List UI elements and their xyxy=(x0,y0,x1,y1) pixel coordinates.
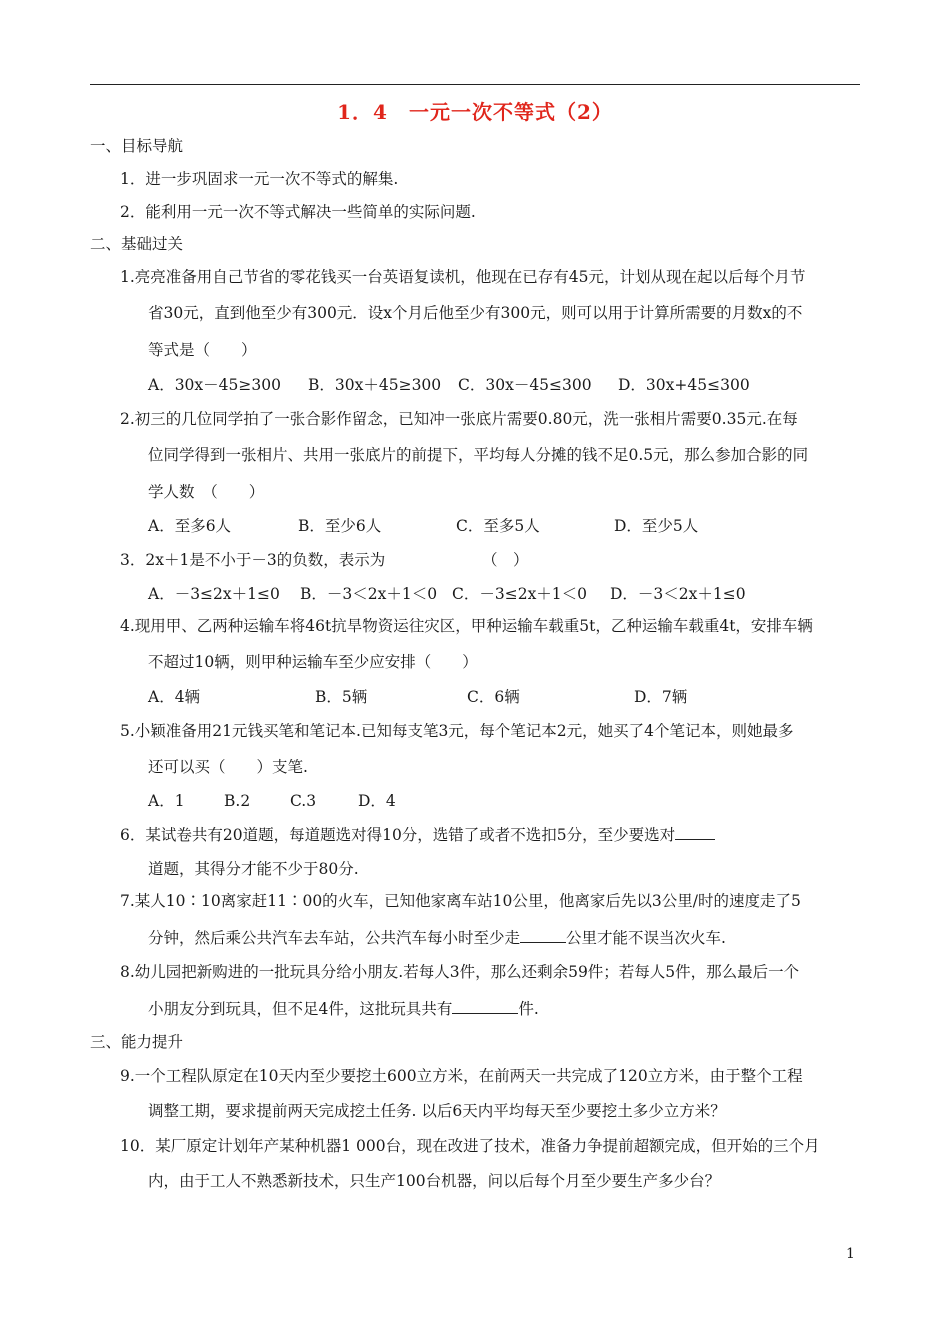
question-5-line: 还可以买（ ）支笔. xyxy=(148,758,308,776)
question-7-text: 分钟，然后乘公共汽车去车站，公共汽车每小时至少走 xyxy=(148,929,521,947)
question-1-option-a: A．30x－45≥300 xyxy=(148,376,281,394)
question-3-option-b: B．－3＜2x＋1＜0 xyxy=(300,585,438,603)
question-9-line: 9.一个工程队原定在10天内至少要挖土600立方米，在前两天一共完成了120立方米，由于整个工程 xyxy=(120,1067,803,1085)
question-6-text: 6．某试卷共有20道题，每道题选对得10分，选错了或者不选扣5分，至少要选对 xyxy=(120,826,676,844)
question-2-option-a: A．至多6人 xyxy=(148,517,232,535)
question-1-line: 省30元，直到他至少有300元．设x个月后他至少有300元，则可以用于计算所需要的月数x的不 xyxy=(148,304,803,322)
question-5-option-d: D．4 xyxy=(358,792,396,810)
question-7-text: 公里才能不误当次火车. xyxy=(566,929,726,947)
answer-paren: （ ） xyxy=(482,551,529,569)
fill-blank xyxy=(452,999,518,1014)
section-heading-basics: 二、基础过关 xyxy=(90,235,184,253)
question-4-option-c: C．6辆 xyxy=(467,688,520,706)
goal-item: 2．能利用一元一次不等式解决一些简单的实际问题. xyxy=(120,203,476,221)
question-1-option-b: B．30x＋45≥300 xyxy=(308,376,442,394)
question-6-line: 道题，其得分才能不少于80分. xyxy=(148,860,359,878)
question-1-line: 1.亮亮准备用自己节省的零花钱买一台英语复读机，他现在已存有45元，计划从现在起以后每个月节 xyxy=(120,268,806,286)
question-6-line xyxy=(120,825,715,845)
page-number: 1 xyxy=(846,1246,855,1262)
question-5-option-b: B.2 xyxy=(224,792,251,810)
question-2-line: 位同学得到一张相片、共用一张底片的前提下，平均每人分摊的钱不足0.5元，那么参加合影的同 xyxy=(148,446,809,464)
question-7-line: 7.某人10∶10离家赶11∶00的火车，已知他家离车站10公里，他离家后先以3公里/时的速度走了5 xyxy=(120,892,801,910)
question-1-option-d: D．30x+45≤300 xyxy=(618,376,750,394)
fill-blank xyxy=(520,928,566,943)
question-4-option-b: B．5辆 xyxy=(315,688,368,706)
question-4-line: 不超过10辆，则甲种运输车至少应安排（ ） xyxy=(148,653,478,671)
fill-blank xyxy=(675,825,715,840)
page-title: 1．4 一元一次不等式（2） xyxy=(337,100,613,124)
question-10-line: 内，由于工人不熟悉新技术，只生产100台机器，问以后每个月至少要生产多少台？ xyxy=(148,1172,721,1190)
question-8-line xyxy=(148,999,539,1019)
question-8-text: 件. xyxy=(518,1000,539,1018)
question-3-line: 3．2x＋1是不小于－3的负数，表示为 xyxy=(120,551,386,569)
question-5-option-c: C.3 xyxy=(290,792,317,810)
question-9-line: 调整工期，要求提前两天完成挖土任务. 以后6天内平均每天至少要挖土多少立方米？ xyxy=(148,1102,726,1120)
question-3-option-d: D．－3＜2x＋1≤0 xyxy=(610,585,746,603)
question-3-option-c: C．－3≤2x＋1＜0 xyxy=(452,585,588,603)
section-heading-advanced: 三、能力提升 xyxy=(90,1033,184,1051)
question-1-option-c: C．30x－45≤300 xyxy=(458,376,592,394)
question-2-option-c: C．至多5人 xyxy=(456,517,540,535)
question-2-option-b: B．至少6人 xyxy=(298,517,382,535)
question-2-line: 2.初三的几位同学拍了一张合影作留念，已知冲一张底片需要0.80元，洗一张相片需要0.35元.在每 xyxy=(120,410,798,428)
question-10-line: 10．某厂原定计划年产某种机器1 000台，现在改进了技术，准备力争提前超额完成，但开始的三个月 xyxy=(120,1137,820,1155)
question-3-option-a: A．－3≤2x＋1≤0 xyxy=(148,585,280,603)
question-4-line: 4.现用甲、乙两种运输车将46t抗旱物资运往灾区，甲种运输车载重5t，乙种运输车载重4t，安排车辆 xyxy=(120,617,813,635)
question-4-option-a: A．4辆 xyxy=(148,688,201,706)
section-heading-goals: 一、目标导航 xyxy=(90,137,184,155)
question-1-line: 等式是（ ） xyxy=(148,341,257,359)
question-2-option-d: D．至少5人 xyxy=(614,517,699,535)
question-7-line xyxy=(148,928,726,948)
question-8-line: 8.幼儿园把新购进的一批玩具分给小朋友.若每人3件，那么还剩余59件；若每人5件，那么最后一个 xyxy=(120,963,800,981)
header-rule xyxy=(90,84,860,85)
question-2-line: 学人数 （ ） xyxy=(148,483,265,501)
question-4-option-d: D．7辆 xyxy=(634,688,688,706)
question-5-line: 5.小颖准备用21元钱买笔和笔记本.已知每支笔3元，每个笔记本2元，她买了4个笔记本，则她最多 xyxy=(120,722,794,740)
goal-item: 1．进一步巩固求一元一次不等式的解集. xyxy=(120,170,399,188)
question-8-text: 小朋友分到玩具，但不足4件，这批玩具共有 xyxy=(148,1000,453,1018)
question-5-option-a: A．1 xyxy=(148,792,185,810)
